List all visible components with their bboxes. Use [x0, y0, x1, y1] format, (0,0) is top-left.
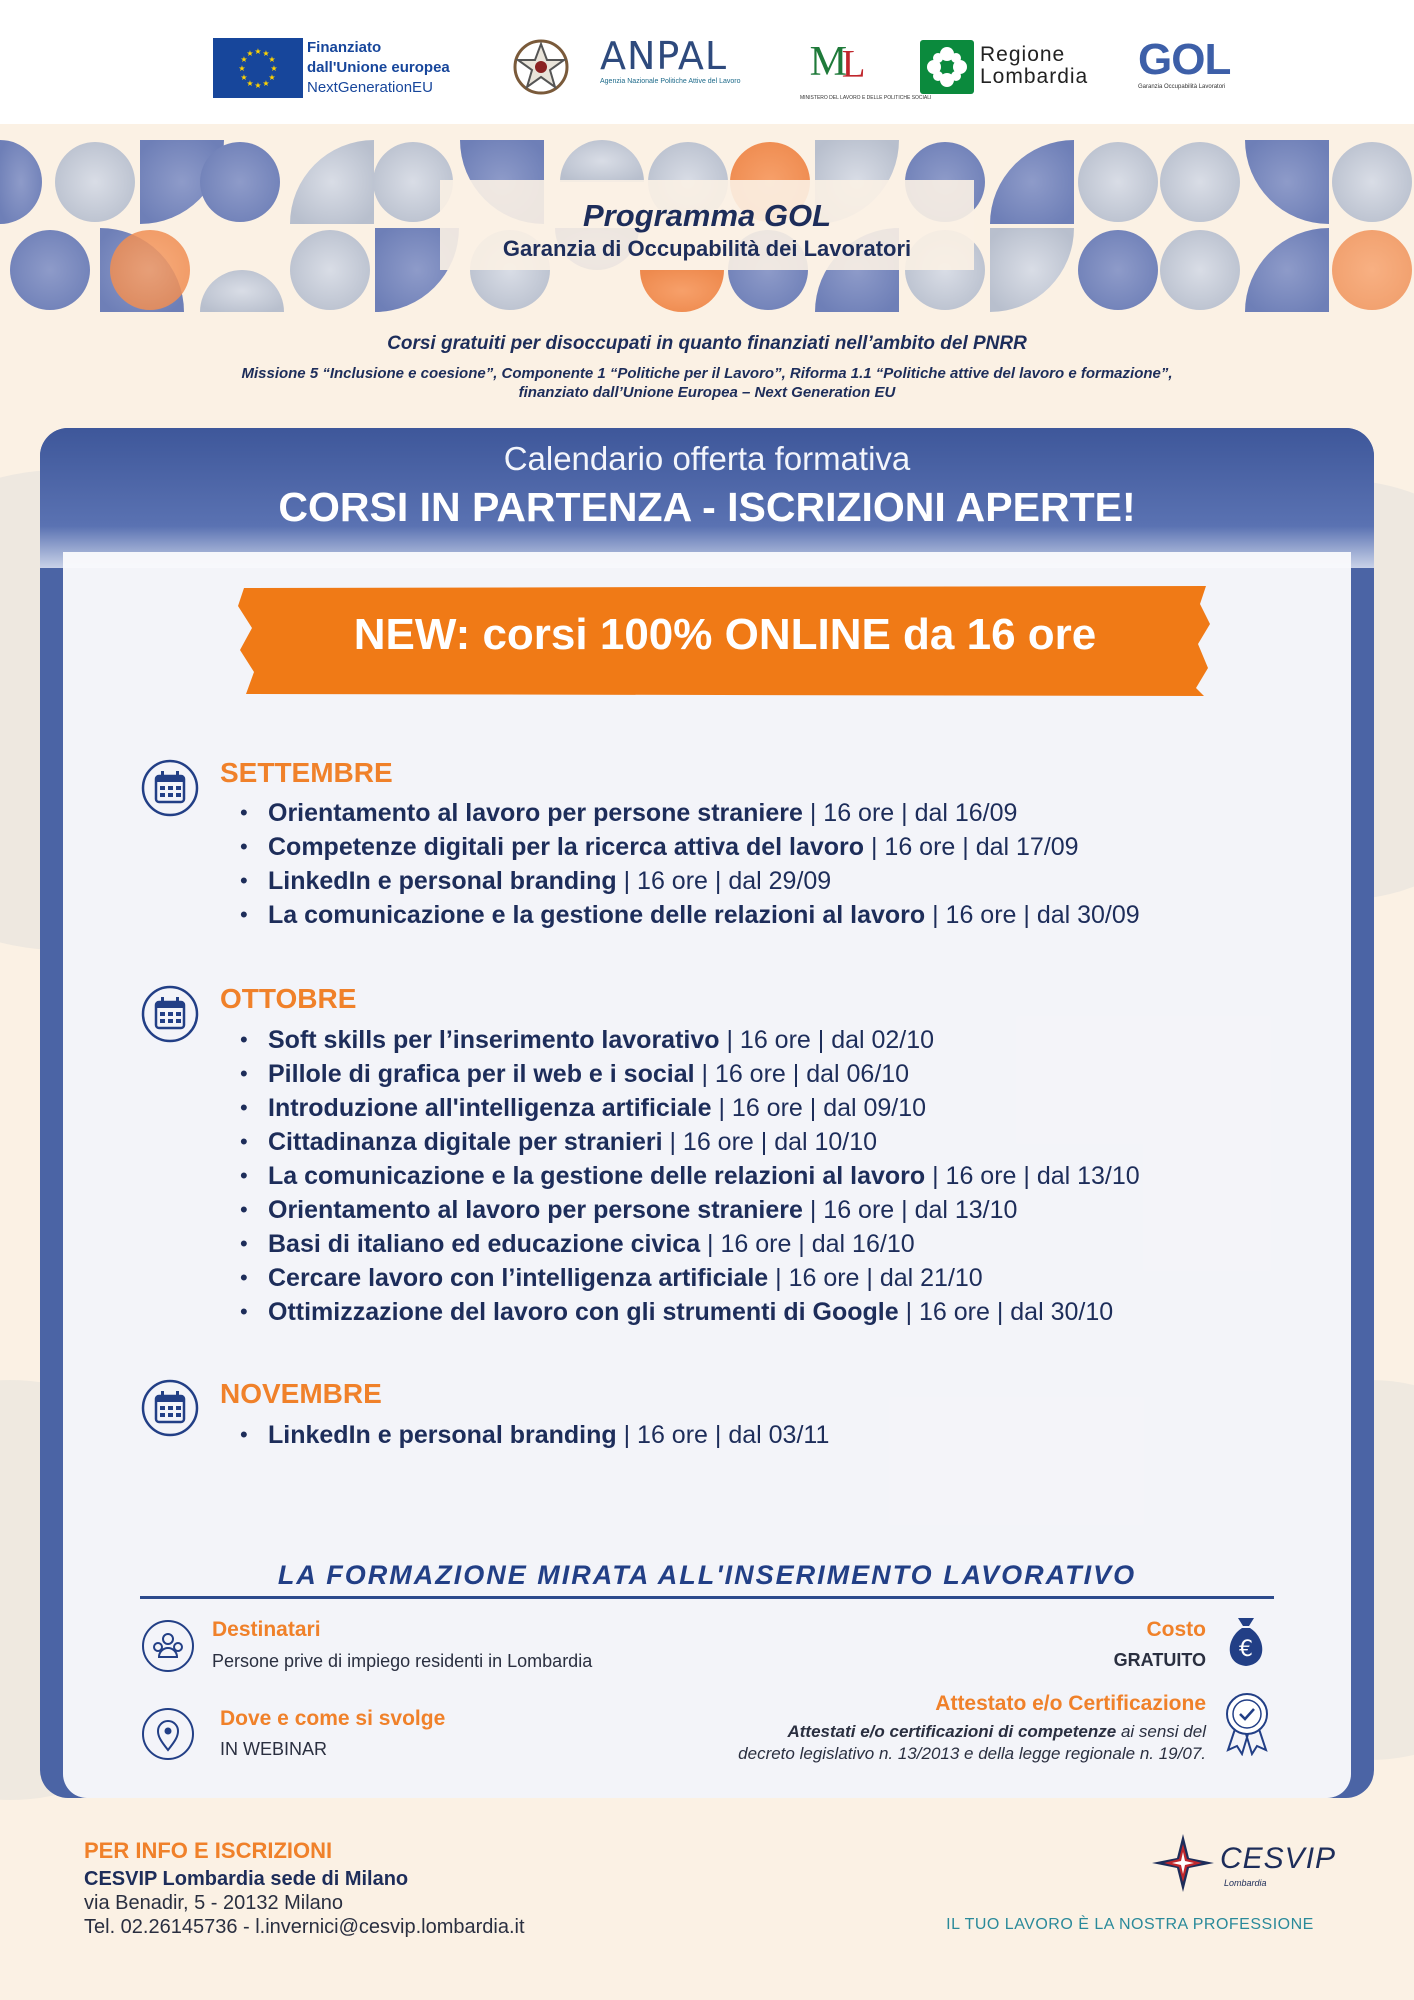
course-item	[240, 1227, 915, 1261]
attestato-bold: Attestati e/o certificazioni di competenze	[787, 1722, 1117, 1741]
course-item	[240, 1418, 829, 1452]
svg-text:★: ★	[262, 49, 270, 58]
location-pin-icon	[140, 1706, 196, 1762]
course-details: | 16 ore | dal 03/11	[616, 1421, 830, 1449]
ministero-lavoro-logo	[800, 36, 932, 101]
month-heading: NOVEMBRE	[220, 1378, 382, 1409]
course-item	[240, 1193, 1017, 1227]
dove-label: Dove e come si svolge	[220, 1707, 446, 1730]
month-heading: SETTEMBRE	[220, 757, 393, 788]
calendar-headline: CORSI IN PARTENZA - ISCRIZIONI APERTE!	[278, 484, 1136, 530]
bullet: •	[240, 1231, 248, 1256]
info-address: via Benadir, 5 - 20132 Milano	[84, 1892, 344, 1914]
svg-text:★: ★	[262, 79, 270, 88]
costo-value: GRATUITO	[1113, 1650, 1206, 1670]
svg-text:★: ★	[246, 79, 254, 88]
missione-text	[150, 364, 1264, 402]
bullet: •	[240, 1197, 248, 1222]
section-divider	[140, 1596, 1274, 1599]
svg-text:★: ★	[268, 73, 276, 82]
course-title: Cittadinanza digitale per stranieri	[268, 1128, 663, 1156]
attestato-label: Attestato e/o Certificazione	[935, 1692, 1206, 1715]
course-title: Orientamento al lavoro per persone straniere	[268, 1196, 803, 1224]
svg-text:★: ★	[268, 55, 276, 64]
course-title: Cercare lavoro con l’intelligenza artificiale	[268, 1264, 769, 1292]
cesvip-sub: Lombardia	[1224, 1878, 1267, 1888]
svg-text:★: ★	[238, 64, 246, 73]
svg-text:★: ★	[240, 55, 248, 64]
eu-line-2: dall'Unione europea	[307, 59, 450, 76]
free-courses-line: Corsi gratuiti per disoccupati in quanto finanziati nell’ambito del PNRR	[387, 333, 1027, 354]
course-title: La comunicazione e la gestione delle relazioni al lavoro	[268, 1162, 926, 1190]
svg-text:★: ★	[254, 47, 262, 56]
course-details: | 16 ore | dal 16/09	[802, 799, 1018, 827]
gol-wordmark: GOL	[1138, 35, 1231, 84]
eu-funding-label	[307, 38, 450, 98]
people-icon	[140, 1618, 196, 1674]
cesvip-star-icon	[1148, 1832, 1218, 1894]
bullet: •	[240, 834, 248, 859]
formazione-heading: LA FORMAZIONE MIRATA ALL'INSERIMENTO LAVORATIVO	[277, 1560, 1137, 1590]
italian-emblem-icon	[512, 36, 570, 98]
course-details: | 16 ore | dal 06/10	[694, 1060, 910, 1088]
course-title: La comunicazione e la gestione delle relazioni al lavoro	[268, 901, 926, 929]
cesvip-slogan: IL TUO LAVORO È LA NOSTRA PROFESSIONE	[946, 1916, 1314, 1933]
bullet: •	[240, 868, 248, 893]
certificate-badge-icon	[1222, 1690, 1272, 1756]
bullet: •	[240, 1422, 248, 1447]
course-title: Ottimizzazione del lavoro con gli strumenti di Google	[268, 1298, 899, 1326]
svg-text:M: M	[809, 37, 848, 85]
eu-flag-icon	[213, 38, 303, 98]
calendar-icon	[140, 758, 200, 818]
course-details: | 16 ore | dal 09/10	[711, 1094, 927, 1122]
bullet: •	[240, 1027, 248, 1052]
bullet: •	[240, 1095, 248, 1120]
bullet: •	[240, 902, 248, 927]
costo-label: Costo	[1146, 1618, 1206, 1641]
course-item	[240, 1057, 909, 1091]
bullet: •	[240, 1265, 248, 1290]
course-details: | 16 ore | dal 16/10	[700, 1230, 915, 1258]
ministero-subtitle: MINISTERO DEL LAVORO E DELLE POLITICHE SOCIALI	[800, 95, 932, 101]
bullet: •	[240, 1061, 248, 1086]
course-details: | 16 ore | dal 30/09	[925, 901, 1140, 929]
course-details: | 16 ore | dal 10/10	[662, 1128, 878, 1156]
program-subtitle: Garanzia di Occupabilità dei Lavoratori	[502, 236, 912, 261]
calendar-icon	[140, 984, 200, 1044]
course-item	[240, 1261, 983, 1295]
course-title: Competenze digitali per la ricerca attiva del lavoro	[268, 833, 865, 861]
course-details: | 16 ore | dal 13/10	[802, 1196, 1018, 1224]
svg-text:★: ★	[270, 64, 278, 73]
dove-value: IN WEBINAR	[220, 1739, 328, 1759]
program-title: Programma GOL	[582, 198, 832, 233]
bullet: •	[240, 800, 248, 825]
calendar-title: Calendario offerta formativa	[503, 440, 911, 477]
svg-text:L: L	[841, 42, 866, 86]
regione-rose-icon	[920, 40, 974, 94]
missione-line-2: finanziato dall’Unione Europea – Next Generation EU	[518, 384, 896, 401]
bullet: •	[240, 1299, 248, 1324]
course-details: | 16 ore | dal 02/10	[719, 1026, 935, 1054]
info-heading: PER INFO E ISCRIZIONI	[84, 1838, 333, 1863]
missione-line-1: Missione 5 “Inclusione e coesione”, Componente 1 “Politiche per il Lavoro”, Riforma 1.1 “Politiche attive del lavoro e formazione”,	[241, 365, 1173, 382]
attestato-line-2: decreto legislativo n. 13/2013 e della legge regionale n. 19/07.	[738, 1744, 1206, 1763]
destinatari-label: Destinatari	[212, 1618, 321, 1641]
course-item	[240, 1295, 1113, 1329]
calendar-icon	[140, 1378, 200, 1438]
info-sede: CESVIP Lombardia sede di Milano	[84, 1868, 409, 1890]
cesvip-logo	[1148, 1832, 1338, 1894]
anpal-wordmark: ANPAL	[600, 34, 728, 78]
course-title: Orientamento al lavoro per persone straniere	[268, 799, 803, 827]
money-bag-icon	[1218, 1612, 1274, 1670]
svg-text:★: ★	[254, 81, 262, 90]
course-details: | 16 ore | dal 13/10	[925, 1162, 1140, 1190]
course-details: | 16 ore | dal 29/09	[616, 867, 832, 895]
gol-subtitle: Garanzia Occupabilità Lavoratori	[1138, 84, 1226, 90]
course-item	[240, 1125, 877, 1159]
month-heading: OTTOBRE	[220, 983, 357, 1014]
anpal-subtitle: Agenzia Nazionale Politiche Attive del Lavoro	[600, 78, 741, 85]
course-item	[240, 898, 1140, 932]
course-item	[240, 1023, 934, 1057]
course-item	[240, 796, 1017, 830]
course-title: Pillole di grafica per il web e i social	[268, 1060, 695, 1088]
anpal-logo	[600, 34, 772, 98]
course-title: LinkedIn e personal branding	[268, 867, 617, 895]
online-banner-text: NEW: corsi 100% ONLINE da 16 ore	[353, 610, 1097, 659]
svg-text:€: €	[1239, 1637, 1253, 1662]
destinatari-value: Persone prive di impiego residenti in Lombardia	[212, 1651, 593, 1671]
cesvip-wordmark: CESVIP	[1220, 1842, 1337, 1875]
regione-line-1: Regione	[980, 43, 1066, 66]
course-item	[240, 1159, 1140, 1193]
svg-text:★: ★	[240, 73, 248, 82]
attestato-rest: ai sensi del	[1116, 1722, 1206, 1741]
bullet: •	[240, 1129, 248, 1154]
course-details: | 16 ore | dal 21/10	[768, 1264, 983, 1292]
course-item	[240, 1091, 926, 1125]
course-title: Basi di italiano ed educazione civica	[268, 1230, 701, 1258]
regione-line-2: Lombardia	[980, 65, 1089, 88]
course-title: LinkedIn e personal branding	[268, 1421, 617, 1449]
info-contact: Tel. 02.26145736 - l.invernici@cesvip.lombardia.it	[84, 1916, 525, 1938]
eu-line-1: Finanziato	[307, 39, 382, 56]
svg-text:★: ★	[246, 49, 254, 58]
course-details: | 16 ore | dal 30/10	[898, 1298, 1114, 1326]
regione-lombardia-logo	[920, 38, 1110, 98]
bullet: •	[240, 1163, 248, 1188]
gol-logo	[1138, 36, 1238, 100]
course-details: | 16 ore | dal 17/09	[864, 833, 1079, 861]
eu-line-3: NextGenerationEU	[307, 79, 433, 96]
attestato-line-1	[600, 1722, 1206, 1742]
course-title: Introduzione all'intelligenza artificiale	[268, 1094, 712, 1122]
course-item	[240, 830, 1079, 864]
course-title: Soft skills per l’inserimento lavorativo	[268, 1026, 720, 1054]
course-item	[240, 864, 831, 898]
logo-bar	[0, 0, 1414, 124]
